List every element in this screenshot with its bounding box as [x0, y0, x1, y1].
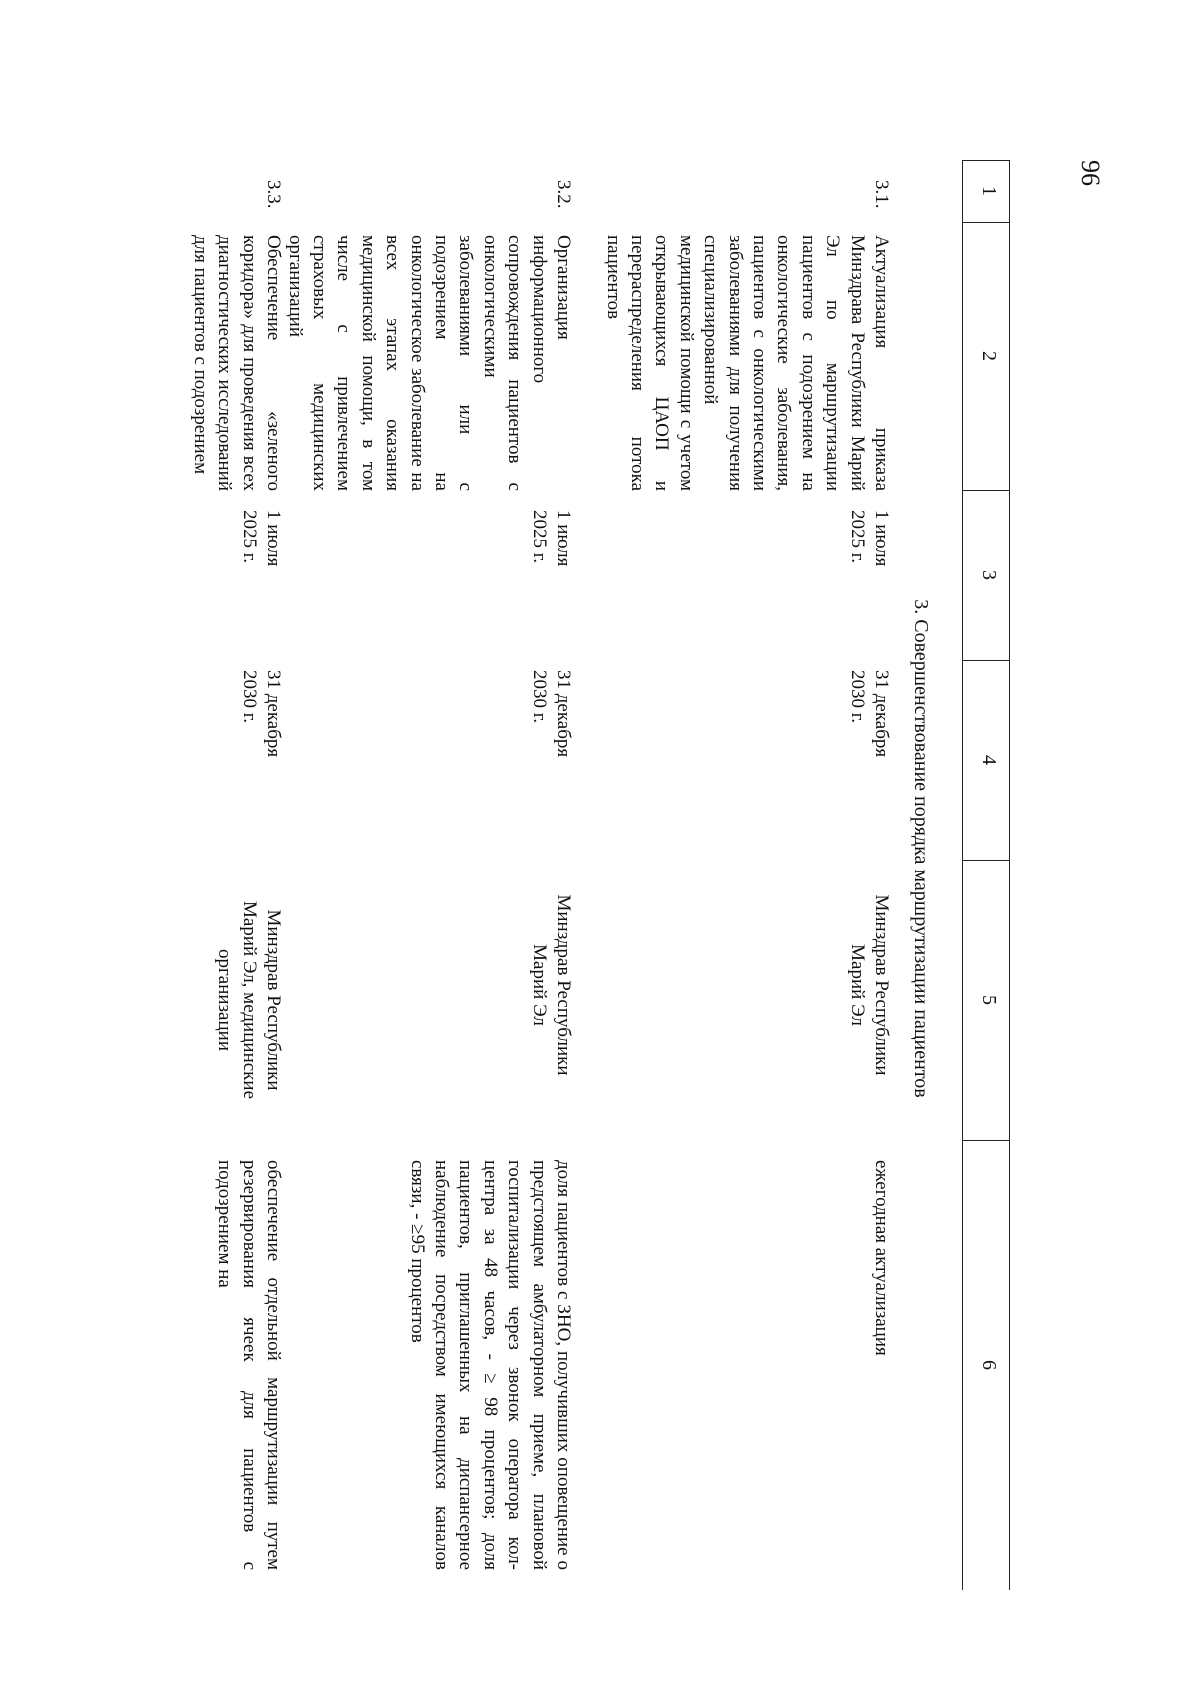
row-number: 3.2.: [553, 180, 574, 209]
column-header-5: 5: [978, 995, 1000, 1005]
end-date: 31 декабря 2030 г.: [238, 670, 284, 758]
column-header-2: 2: [978, 351, 1000, 361]
section-title: 3. Совершенствование порядка маршрутизации пациентов: [910, 599, 932, 1098]
responsible-executor: Минздрав Республики Марий Эл: [846, 894, 892, 1076]
page-number: 96: [1076, 160, 1105, 186]
column-header-1: 1: [978, 186, 1000, 196]
responsible-executor: Минздрав Республики Марий Эл, медицинские организации: [214, 901, 284, 1099]
table-top-border: [1009, 160, 1010, 1590]
expected-result: обеспечение отдельной маршрутизации путем резервирования ячеек для пациентов с подозрением на: [214, 1160, 284, 1570]
row-number: 3.1.: [871, 180, 892, 209]
end-date: 31 декабря 2030 г.: [528, 670, 574, 758]
responsible-executor: Минздрав Республики Марий Эл: [528, 894, 574, 1076]
start-date: 1 июля 2025 г.: [528, 510, 574, 567]
table-header-bottom-border: [962, 160, 963, 1590]
task-description: Обеспечение «зеленого коридора» для проведения всех диагностических исследований для пациентов с подозрением: [189, 235, 284, 491]
expected-result: ежегодная актуализация: [871, 1160, 892, 1356]
row-number: 3.3.: [263, 180, 284, 209]
column-header-4: 4: [978, 755, 1000, 765]
start-date: 1 июля 2025 г.: [238, 510, 284, 567]
column-header-6: 6: [978, 1360, 1000, 1370]
expected-result: доля пациентов с ЗНО, получивших оповещение о предстоящем амбулаторном приеме, плановой госпитализации через звонок оператора кол-центра за 48 часов, - ≥ 98 процентов; доля пациентов, приглашенных на диспансерное наблюдение посредством имеющихся каналов связи, - ≥95 процентов: [406, 1160, 574, 1570]
end-date: 31 декабря 2030 г.: [846, 670, 892, 758]
column-header-3: 3: [978, 570, 1000, 580]
task-description: Организация информационного сопровождения пациентов с онкологическими заболеваниями или с подозрением на онкологическое заболевание на всех этапах оказания медицинской помощи, в том числе с привлечением страховых медицинских организаций: [284, 235, 574, 491]
start-date: 1 июля 2025 г.: [846, 510, 892, 567]
task-description: Актуализация приказа Минздрава Республики Марий Эл по маршрутизации пациентов с подозрением на онкологические заболевания, пациентов с онкологическими заболеваниями для получения специализированной медицинской помощи с учетом открывающихся ЦАОП и перераспределения потока пациентов: [602, 235, 892, 491]
